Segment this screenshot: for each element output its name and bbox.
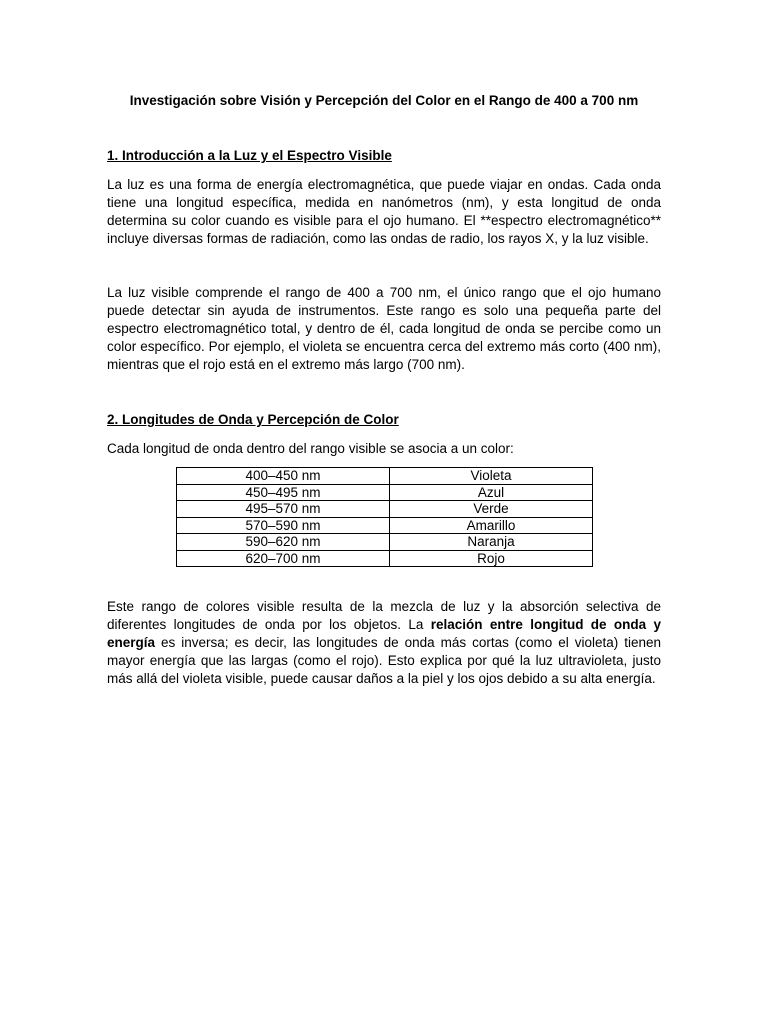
wavelength-range-cell: 400–450 nm xyxy=(177,468,390,485)
wavelength-color-table xyxy=(176,467,593,567)
table-row xyxy=(177,484,593,501)
color-name-cell: Azul xyxy=(390,484,593,501)
document-title: Investigación sobre Visión y Percepción del Color en el Rango de 400 a 700 nm xyxy=(129,93,639,108)
table-row xyxy=(177,550,593,567)
wavelength-range-cell: 620–700 nm xyxy=(177,550,390,567)
section-1-heading: 1. Introducción a la Luz y el Espectro Visible xyxy=(107,148,392,163)
section-1-paragraph-1: La luz es una forma de energía electromagnética, que puede viajar en ondas. Cada onda tiene una longitud específica, medida en nanómetros (nm), y esta longitud de onda determina su color cuando es visible para el ojo humano. El **espectro electromagnético** incluye diversas formas de radiación, como las ondas de radio, los rayos X, y la luz visible. xyxy=(107,177,661,246)
color-name-cell: Violeta xyxy=(390,468,593,485)
closing-text-end: es inversa; es decir, las longitudes de onda más cortas (como el violeta) tienen mayor energía que las largas (como el rojo). Esto explica por qué la luz ultravioleta, justo más allá del violeta visible, puede causar daños a la piel y los ojos debido a su alta energía. xyxy=(107,635,661,686)
color-name-cell: Verde xyxy=(390,501,593,518)
closing-text-start: Este rango de colores visible resulta de la mezcla de luz y la absorción selectiva de diferentes longitudes de onda por los objetos. La xyxy=(107,599,661,632)
section-1-paragraph-2: La luz visible comprende el rango de 400 a 700 nm, el único rango que el ojo humano puede detectar sin ayuda de instrumentos. Este rango es solo una pequeña parte del espectro electromagnético total, y dentro de él, cada longitud de onda se percibe como un color específico. Por ejemplo, el violeta se encuentra cerca del extremo más corto (400 nm), mientras que el rojo está en el extremo más largo (700 nm). xyxy=(107,285,661,372)
wavelength-range-cell: 570–590 nm xyxy=(177,517,390,534)
table-row xyxy=(177,517,593,534)
color-name-cell: Naranja xyxy=(390,534,593,551)
closing-text-bold: relación entre longitud de onda y energía xyxy=(107,617,661,650)
color-name-cell: Rojo xyxy=(390,550,593,567)
wavelength-range-cell: 450–495 nm xyxy=(177,484,390,501)
wavelength-range-cell: 495–570 nm xyxy=(177,501,390,518)
section-2-heading: 2. Longitudes de Onda y Percepción de Color xyxy=(107,412,399,427)
wavelength-range-cell: 590–620 nm xyxy=(177,534,390,551)
color-name-cell: Amarillo xyxy=(390,517,593,534)
table-row xyxy=(177,534,593,551)
table-row xyxy=(177,501,593,518)
section-2-intro: Cada longitud de onda dentro del rango visible se asocia a un color: xyxy=(107,441,514,456)
section-2-closing-paragraph xyxy=(107,598,661,688)
table-row xyxy=(177,468,593,485)
